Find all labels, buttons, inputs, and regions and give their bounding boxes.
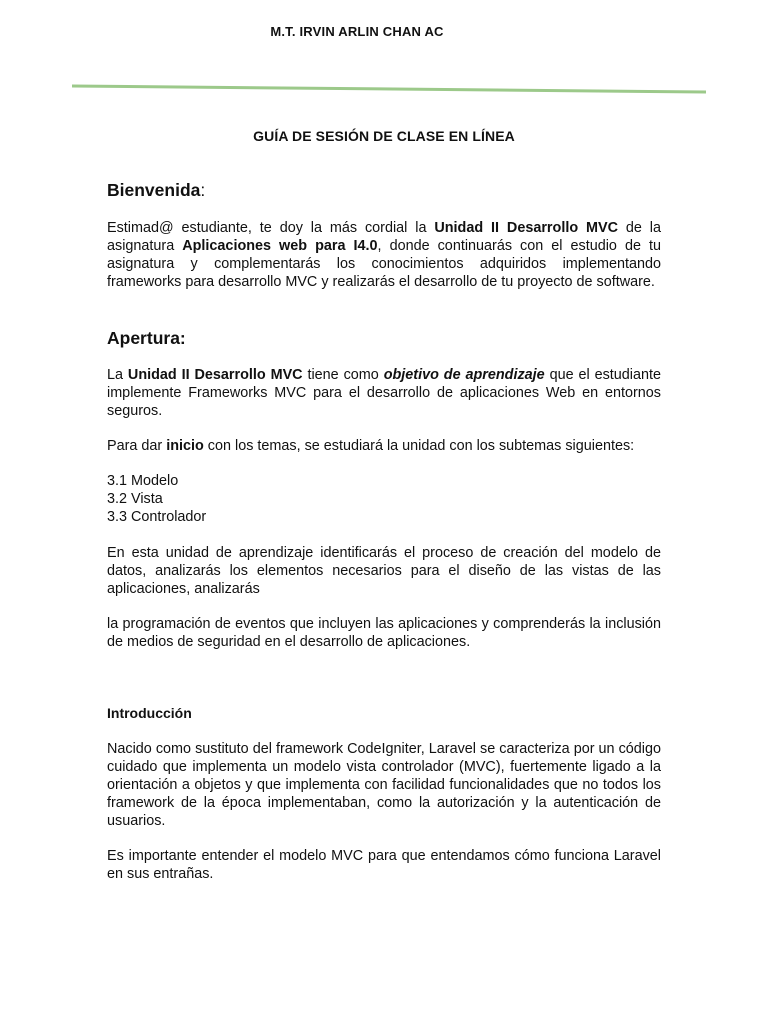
subtopic-label: Modelo (131, 473, 179, 489)
welcome-unit-name: Unidad II Desarrollo MVC (434, 220, 618, 236)
subtopic-item (107, 472, 661, 490)
subtopic-label: Vista (131, 491, 163, 507)
opening-p2-bold: inicio (166, 438, 204, 454)
opening-paragraph-1 (107, 366, 661, 420)
welcome-heading-colon: : (200, 180, 206, 200)
opening-text-2: tiene como (302, 367, 384, 383)
document-title: GUÍA DE SESIÓN DE CLASE EN LÍNEA (253, 128, 515, 144)
welcome-paragraph (107, 219, 661, 291)
opening-paragraph-3: En esta unidad de aprendizaje identificarás el proceso de creación del modelo de datos, analizarás los elementos necesarios para el diseño de las vistas de las aplicaciones, analizarás (107, 545, 661, 597)
opening-unit-name: Unidad II Desarrollo MVC (127, 367, 303, 383)
welcome-subject-name: Aplicaciones web para I4.0 (182, 238, 378, 254)
opening-text-3: que el estudiante implemente Frameworks MVC para el desarrollo de aplicaciones Web en entornos seguros. (107, 367, 661, 419)
subtopic-item (107, 508, 661, 526)
subtopic-number: 3.2 (107, 491, 128, 507)
welcome-heading (107, 180, 205, 201)
intro-paragraph-2: Es importante entender el modelo MVC para que entendamos cómo funciona Laravel en sus entrañas. (107, 848, 661, 882)
opening-heading: Apertura: (107, 328, 186, 348)
subtopic-label: Controlador (131, 509, 207, 525)
opening-paragraph-2 (107, 437, 661, 455)
welcome-text-2: de la asignatura (107, 220, 662, 254)
learning-objective-label: objetivo de aprendizaje (383, 367, 545, 383)
opening-p2-text-1: Para dar (107, 438, 167, 454)
opening-text-1: La (107, 367, 128, 383)
subtopic-number: 3.1 (107, 473, 128, 489)
intro-heading: Introducción (107, 705, 192, 721)
opening-p2-text-2: con los temas, se estudiará la unidad con los subtemas siguientes: (203, 438, 635, 454)
welcome-text-3: , donde continuarás con el estudio de tu asignatura y complementarás los conocimientos adquiridos implementando frameworks para desarrollo MVC y realizarás el desarrollo de tu proyecto de software. (107, 238, 662, 290)
subtopic-item (107, 490, 661, 508)
intro-paragraph-1: Nacido como sustituto del framework CodeIgniter, Laravel se caracteriza por un código cuidado que implementa un modelo vista controlador (MVC), fuertemente ligado a la orientación a objetos y que implementa con facilidad funcionalidades que no todos los framework de la época implementaban, como la autorización y la autenticación de usuarios. (107, 741, 661, 829)
opening-paragraph-4: la programación de eventos que incluyen las aplicaciones y comprenderás la inclusión de medios de seguridad en el desarrollo de aplicaciones. (107, 616, 661, 650)
welcome-heading-text: Bienvenida (107, 180, 201, 200)
subtopic-list (107, 472, 661, 526)
author-header: M.T. IRVIN ARLIN CHAN AC (270, 24, 444, 39)
subtopic-number: 3.3 (107, 509, 128, 525)
header-divider (72, 82, 706, 94)
welcome-text-1: Estimad@ estudiante, te doy la más cordial la (107, 220, 435, 236)
